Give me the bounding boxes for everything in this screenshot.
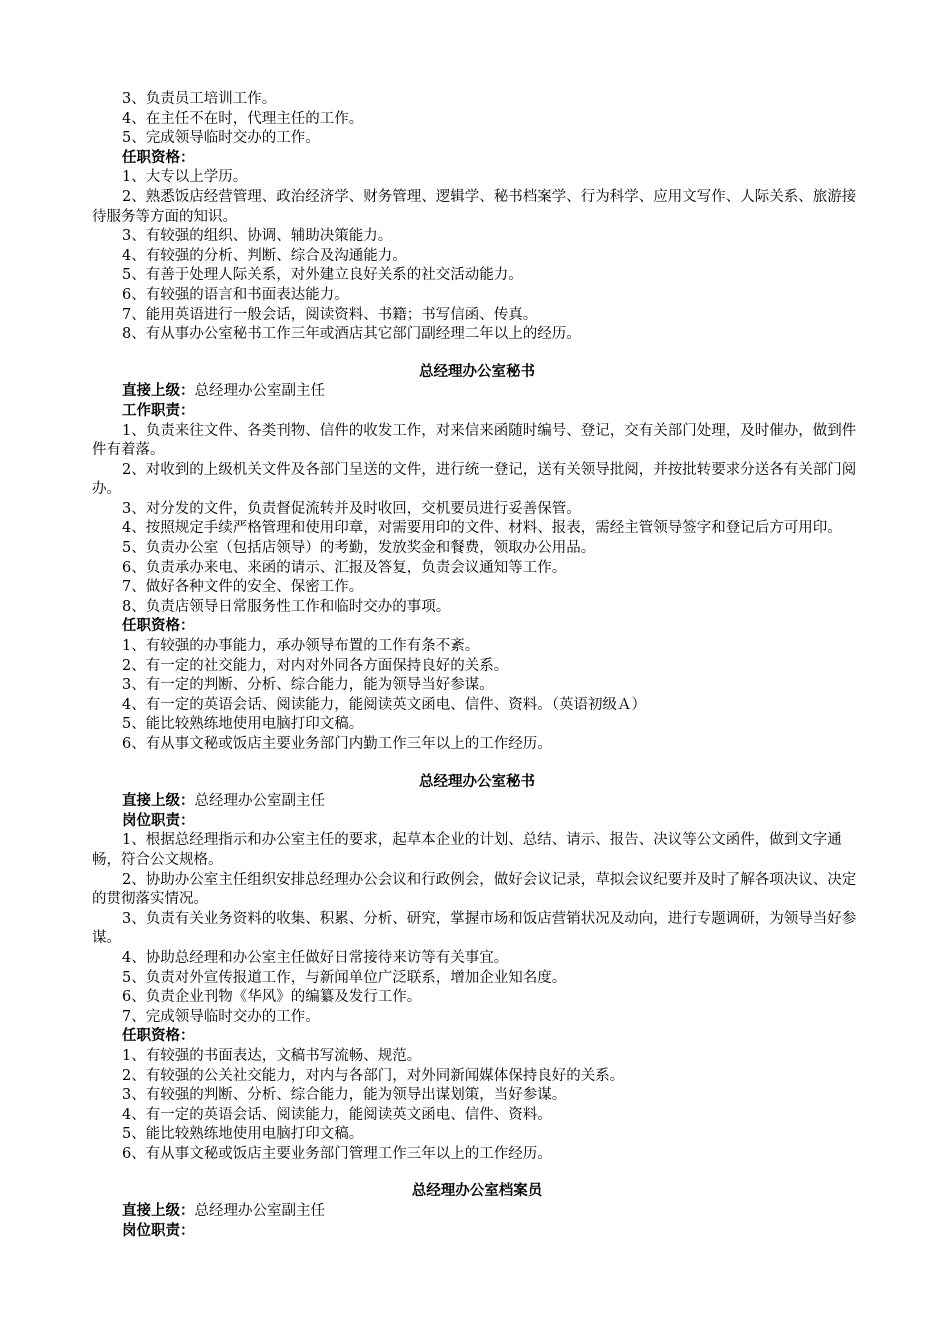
qualification-item: 5、能比较熟练地使用电脑打印文稿。 bbox=[122, 1126, 364, 1143]
qualification-item: 1、有较强的办事能力，承办领导布置的工作有条不紊。 bbox=[122, 638, 480, 655]
duty-item: 8、负责店领导日常服务性工作和临时交办的事项。 bbox=[122, 598, 451, 615]
duty-item: 7、完成领导临时交办的工作。 bbox=[122, 1008, 320, 1025]
duty-item: 5、完成领导临时交办的工作。 bbox=[122, 130, 320, 147]
duty-item: 2、协助办公室主任组织安排总经理办公会议和行政例会，做好会议记录，草拟会议纪要并及时了解各项决议、决定的贯彻落实情况。 bbox=[92, 871, 857, 908]
qualification-item: 5、能比较熟练地使用电脑打印文稿。 bbox=[122, 716, 364, 733]
qualification-label: 任职资格： bbox=[122, 618, 195, 635]
duty-item: 4、协助总经理和办公室主任做好日常接待来访等有关事宜。 bbox=[122, 949, 509, 966]
duty-item: 1、负责来往文件、各类刊物、信件的收发工作，对来信来函随时编号、登记，交有关部门处理，及时催办，做到件件有着落。 bbox=[92, 422, 857, 459]
duty-item: 6、负责承办来电、来函的请示、汇报及答复，负责会议通知等工作。 bbox=[122, 559, 567, 576]
qualification-item: 5、有善于处理人际关系，对外建立良好关系的社交活动能力。 bbox=[122, 267, 523, 284]
qualification-item: 1、有较强的书面表达，文稿书写流畅、规范。 bbox=[122, 1047, 422, 1064]
duty-item: 3、负责有关业务资料的收集、积累、分析、研究，掌握市场和饭店营销状况及动向，进行专题调研，为领导当好参谋。 bbox=[92, 910, 857, 947]
qualification-item: 3、有一定的判断、分析、综合能力，能为领导当好参谋。 bbox=[122, 677, 494, 694]
qualification-item: 7、能用英语进行一般会话，阅读资料、书籍；书写信函、传真。 bbox=[122, 306, 538, 323]
qualification-item: 2、熟悉饭店经营管理、政治经济学、财务管理、逻辑学、秘书档案学、行为科学、应用文写作、人际关系、旅游接待服务等方面的知识。 bbox=[92, 188, 857, 225]
qualification-item: 3、有较强的判断、分析、综合能力，能为领导出谋划策，当好参谋。 bbox=[122, 1087, 567, 1104]
supervisor-line bbox=[92, 792, 862, 812]
supervisor-label: 直接上级： bbox=[122, 383, 195, 400]
duty-item: 3、负责员工培训工作。 bbox=[122, 91, 277, 107]
qualification-label: 任职资格： bbox=[122, 149, 195, 166]
duty-label: 岗位职责： bbox=[122, 812, 195, 829]
supervisor-line bbox=[92, 382, 862, 402]
duty-label: 岗位职责： bbox=[122, 1222, 195, 1239]
section-title: 总经理办公室秘书 bbox=[419, 363, 535, 380]
qualification-item: 4、有较强的分析、判断、综合及沟通能力。 bbox=[122, 247, 407, 264]
document-page bbox=[92, 90, 862, 1241]
qualification-item: 4、有一定的英语会话、阅读能力，能阅读英文函电、信件、资料。（英语初级Ａ） bbox=[122, 696, 646, 713]
supervisor-value: 总经理办公室副主任 bbox=[194, 383, 325, 400]
duty-item: 1、根据总经理指示和办公室主任的要求，起草本企业的计划、总结、请示、报告、决议等公文函件，做到文字通畅，符合公文规格。 bbox=[92, 832, 842, 868]
qualification-item: 6、有从事文秘或饭店主要业务部门内勤工作三年以上的工作经历。 bbox=[122, 736, 552, 752]
duty-item: 5、负责办公室（包括店领导）的考勤，发放奖金和餐费，领取办公用品。 bbox=[122, 540, 596, 557]
duty-label: 工作职责： bbox=[122, 402, 195, 419]
supervisor-value: 总经理办公室副主任 bbox=[194, 1203, 325, 1220]
duty-item: 4、按照规定手续严格管理和使用印章，对需要用印的文件、材料、报表，需经主管领导签字和登记后方可用印。 bbox=[122, 520, 842, 537]
qualification-item: 2、有一定的社交能力，对内对外同各方面保持良好的关系。 bbox=[122, 657, 509, 674]
qualification-item: 3、有较强的组织、协调、辅助决策能力。 bbox=[122, 228, 393, 245]
supervisor-line bbox=[92, 1202, 862, 1222]
duty-item: 7、做好各种文件的安全、保密工作。 bbox=[122, 579, 364, 596]
section-title: 总经理办公室秘书 bbox=[419, 773, 535, 790]
supervisor-label: 直接上级： bbox=[122, 793, 195, 810]
qualification-item: 6、有从事文秘或饭店主要业务部门管理工作三年以上的工作经历。 bbox=[122, 1145, 552, 1162]
qualification-item: 6、有较强的语言和书面表达能力。 bbox=[122, 286, 349, 303]
qualification-item: 1、大专以上学历。 bbox=[122, 169, 248, 186]
duty-item: 6、负责企业刊物《华风》的编纂及发行工作。 bbox=[122, 989, 422, 1006]
section-title: 总经理办公室档案员 bbox=[411, 1183, 543, 1200]
qualification-item: 2、有较强的公关社交能力，对内与各部门，对外同新闻媒体保持良好的关系。 bbox=[122, 1067, 625, 1084]
supervisor-value: 总经理办公室副主任 bbox=[194, 793, 325, 810]
duty-item: 4、在主任不在时，代理主任的工作。 bbox=[122, 110, 364, 127]
qualification-item: 4、有一定的英语会话、阅读能力，能阅读英文函电、信件、资料。 bbox=[122, 1106, 552, 1123]
supervisor-label: 直接上级： bbox=[122, 1203, 195, 1220]
duty-item: 5、负责对外宣传报道工作，与新闻单位广泛联系，增加企业知名度。 bbox=[122, 969, 567, 986]
qualification-label: 任职资格： bbox=[122, 1028, 195, 1045]
qualification-item: 8、有从事办公室秘书工作三年或酒店其它部门副经理二年以上的经历。 bbox=[122, 326, 581, 343]
duty-item: 3、对分发的文件，负责督促流转并及时收回，交机要员进行妥善保管。 bbox=[122, 500, 581, 517]
duty-item: 2、对收到的上级机关文件及各部门呈送的文件，进行统一登记，送有关领导批阅，并按批转要求分送各有关部门阅办。 bbox=[92, 461, 857, 498]
